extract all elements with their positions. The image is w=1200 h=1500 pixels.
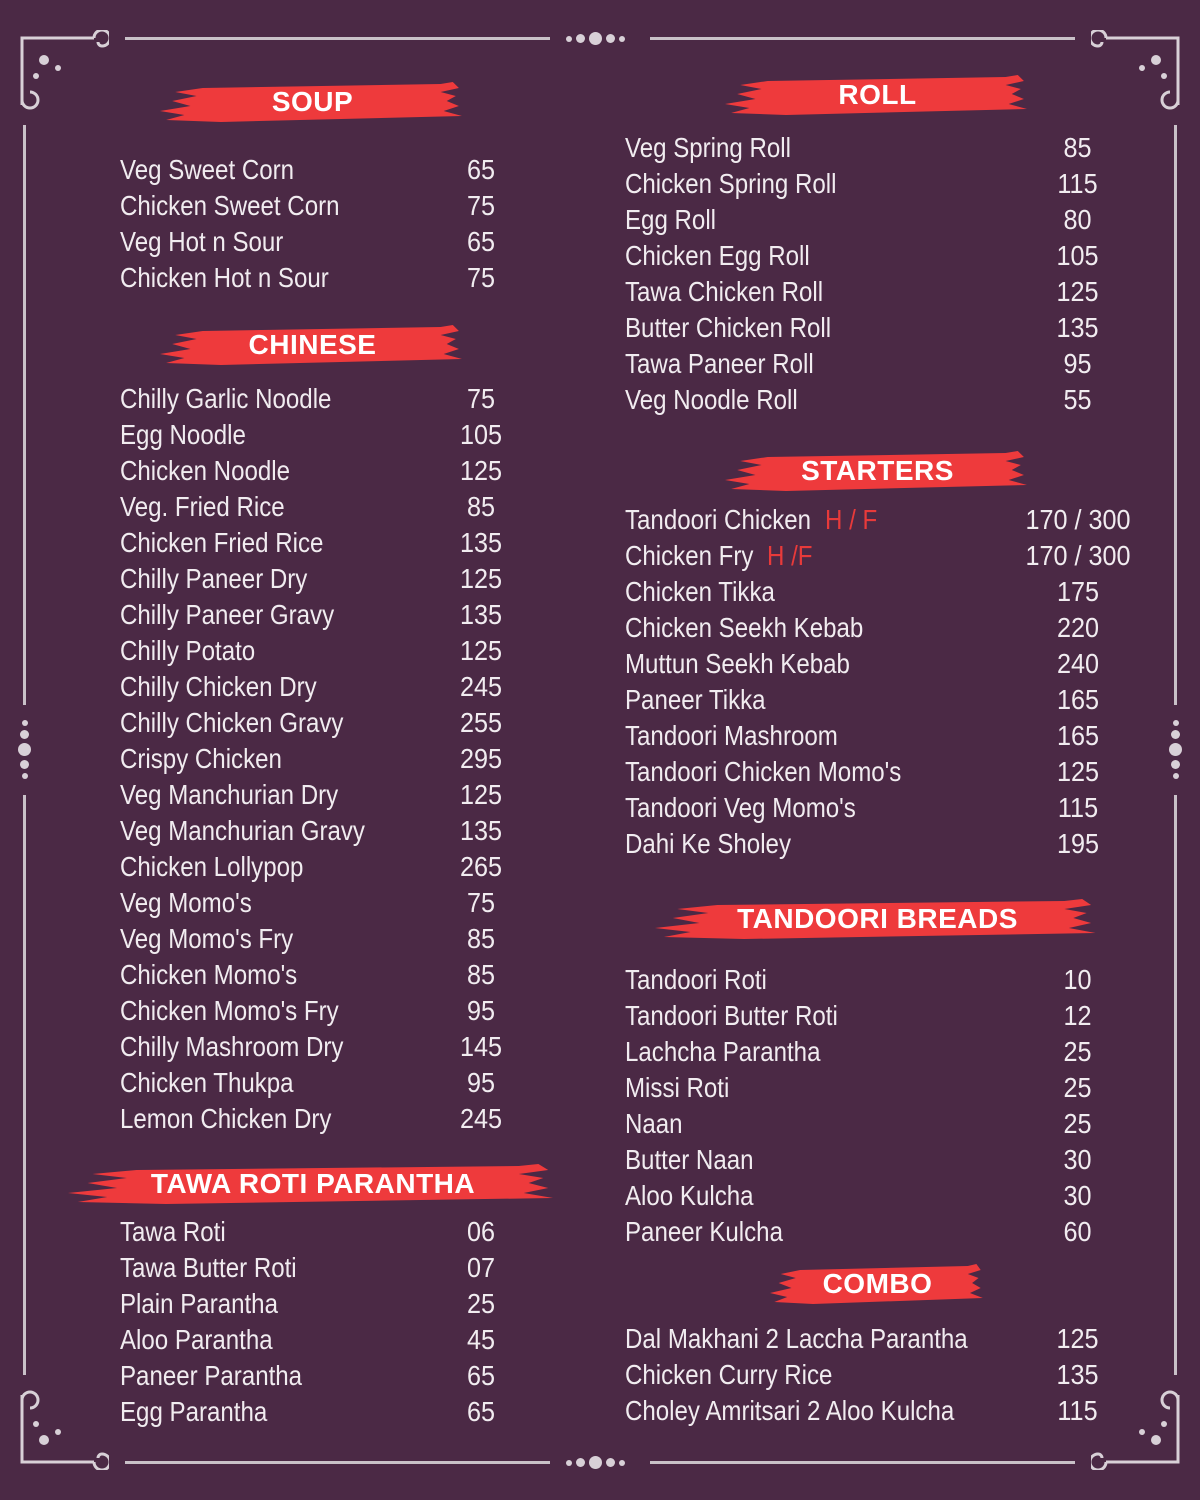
menu-item-price: 115 (1057, 168, 1098, 199)
menu-item-price: 25 (466, 1288, 496, 1319)
menu-item-price: 125 (1056, 756, 1100, 787)
menu-item-price: 85 (466, 959, 496, 990)
menu-item (625, 1214, 1125, 1250)
menu-item-price: 195 (1056, 828, 1100, 859)
menu-item-name: Veg Momo's Fry (120, 923, 294, 954)
soup-banner (160, 82, 465, 126)
menu-item-name: Egg Roll (625, 204, 717, 235)
frame-top-line-left (125, 37, 550, 40)
menu-item (625, 826, 1138, 862)
menu-item (625, 310, 1125, 346)
chinese-title: CHINESE (248, 329, 377, 360)
menu-item (625, 202, 1125, 238)
menu-item (120, 1250, 522, 1286)
menu-item-price: 65 (466, 1360, 496, 1391)
menu-item-price: 75 (466, 262, 496, 293)
breads-banner (655, 899, 1100, 943)
menu-item (625, 718, 1138, 754)
menu-item-name: Lemon Chicken Dry (120, 1103, 332, 1134)
menu-item-name: Chicken Seekh Kebab (625, 612, 864, 643)
menu-item (625, 574, 1138, 610)
menu-item (625, 646, 1138, 682)
menu-item (625, 130, 1125, 166)
menu-item-price: 25 (1063, 1108, 1092, 1139)
menu-item-name: Veg Manchurian Dry (120, 779, 339, 810)
frame-bottom-line-right (650, 1461, 1075, 1464)
menu-item-name: Chicken Tikka (625, 576, 775, 607)
menu-item-name: Dahi Ke Sholey (625, 828, 791, 859)
menu-item-price: 125 (459, 455, 503, 486)
menu-item-name: Tandoori Butter Roti (625, 1000, 838, 1031)
menu-item-name: Lachcha Parantha (625, 1036, 821, 1067)
menu-item-price: 255 (459, 707, 503, 738)
menu-item-name: Tawa Butter Roti (120, 1252, 297, 1283)
menu-item (120, 1214, 522, 1250)
menu-item (120, 813, 522, 849)
menu-item (120, 152, 522, 188)
menu-item (625, 382, 1125, 418)
menu-item-price: 06 (466, 1216, 496, 1247)
menu-item-name: Chicken Momo's (120, 959, 298, 990)
menu-item (625, 274, 1125, 310)
menu-item-price: 55 (1063, 384, 1092, 415)
half-full-tag: H /F (767, 540, 813, 571)
menu-item-price: 65 (466, 226, 496, 257)
menu-item (120, 525, 522, 561)
menu-item-name: Veg Manchurian Gravy (120, 815, 365, 846)
menu-item-price: 135 (459, 527, 503, 558)
chinese-banner (160, 325, 465, 369)
menu-item-name: Dal Makhani 2 Laccha Parantha (625, 1323, 968, 1354)
menu-item (625, 538, 1138, 574)
menu-item-price: 170 / 300 (1025, 540, 1131, 571)
soup-title: SOUP (271, 86, 354, 117)
menu-item-price: 125 (1056, 276, 1099, 307)
menu-item-name: Chicken Thukpa (120, 1067, 294, 1098)
half-full-tag: H / F (825, 504, 878, 535)
menu-item-price: 165 (1056, 684, 1100, 715)
menu-item-price: 30 (1063, 1144, 1092, 1175)
menu-item (625, 502, 1138, 538)
menu-item-name: Veg. Fried Rice (120, 491, 285, 522)
menu-item-price: 07 (466, 1252, 496, 1283)
menu-item-price: 75 (466, 887, 496, 918)
menu-item (120, 417, 522, 453)
menu-item (120, 381, 522, 417)
menu-item (625, 790, 1138, 826)
menu-item-name: Paneer Kulcha (625, 1216, 783, 1247)
breads-title: TANDOORI BREADS (737, 903, 1018, 934)
menu-item (120, 1358, 522, 1394)
menu-item-name: Egg Parantha (120, 1396, 268, 1427)
menu-item (120, 1286, 522, 1322)
menu-item-name: Naan (625, 1108, 683, 1139)
menu-item-name: Muttun Seekh Kebab (625, 648, 850, 679)
menu-item-price: 10 (1063, 964, 1092, 995)
menu-item (120, 597, 522, 633)
menu-item-price: 135 (1056, 1359, 1099, 1390)
menu-item-name: Paneer Parantha (120, 1360, 303, 1391)
menu-item-price: 135 (1056, 312, 1099, 343)
menu-item-name: Aloo Kulcha (625, 1180, 754, 1211)
menu-item-name: Chicken Momo's Fry (120, 995, 339, 1026)
menu-item-name: Paneer Tikka (625, 684, 766, 715)
menu-item-name: Chilly Mashroom Dry (120, 1031, 344, 1062)
menu-item (120, 561, 522, 597)
frame-right-line-top (1174, 125, 1177, 705)
menu-item-name: Tandoori Chicken (625, 504, 812, 535)
menu-item (625, 610, 1138, 646)
menu-item-price: 125 (459, 779, 503, 810)
combo-banner (770, 1264, 985, 1308)
menu-item-price: 85 (1063, 132, 1092, 163)
starters-title: STARTERS (801, 455, 954, 486)
menu-item-price: 85 (466, 491, 496, 522)
frame-bottom-line-left (125, 1461, 550, 1464)
menu-item-price: 125 (459, 563, 503, 594)
frame-left-line-bottom (23, 795, 26, 1375)
menu-item (120, 1322, 522, 1358)
combo-title: COMBO (822, 1268, 933, 1299)
menu-item-name: Chilly Chicken Gravy (120, 707, 344, 738)
menu-item-name: Egg Noodle (120, 419, 246, 450)
menu-item-name: Butter Chicken Roll (625, 312, 832, 343)
menu-item (625, 1070, 1125, 1106)
menu-item-price: 245 (459, 1103, 503, 1134)
menu-item (625, 1321, 1125, 1357)
menu-item-name: Tawa Chicken Roll (625, 276, 824, 307)
frame-right-line-bottom (1174, 795, 1177, 1375)
corner-ornament-top-right (1091, 30, 1186, 110)
menu-item (120, 453, 522, 489)
menu-item-name: Chicken Hot n Sour (120, 262, 329, 293)
menu-item (120, 669, 522, 705)
menu-item-price: 85 (466, 923, 496, 954)
menu-item-price: 245 (459, 671, 503, 702)
menu-item-name: Crispy Chicken (120, 743, 282, 774)
menu-item-name: Choley Amritsari 2 Aloo Kulcha (625, 1395, 955, 1426)
menu-item-price: 240 (1056, 648, 1100, 679)
menu-item-price: 125 (1056, 1323, 1099, 1354)
menu-item-price: 220 (1056, 612, 1100, 643)
menu-item (625, 1034, 1125, 1070)
menu-item-name: Tawa Roti (120, 1216, 226, 1247)
menu-item-name: Aloo Parantha (120, 1324, 273, 1355)
menu-item (120, 885, 522, 921)
menu-item-name: Plain Parantha (120, 1288, 278, 1319)
menu-item-price: 75 (466, 190, 496, 221)
roll-banner (725, 75, 1030, 119)
menu-item (625, 754, 1138, 790)
menu-item (120, 633, 522, 669)
menu-item (625, 1178, 1125, 1214)
menu-item-name: Chicken Fry (625, 540, 754, 571)
menu-item (120, 1394, 522, 1430)
menu-item-name: Tawa Paneer Roll (625, 348, 814, 379)
frame-left-line-top (23, 125, 26, 705)
menu-item (625, 682, 1138, 718)
menu-item-name: Chicken Noodle (120, 455, 290, 486)
menu-item-price: 45 (466, 1324, 496, 1355)
left-ornament-dots (18, 720, 31, 779)
menu-item-name: Veg Noodle Roll (625, 384, 798, 415)
menu-item (120, 188, 522, 224)
menu-item (120, 741, 522, 777)
menu-item-price: 115 (1057, 1395, 1098, 1426)
menu-item-name: Chicken Curry Rice (625, 1359, 833, 1390)
frame-top-line-right (650, 37, 1075, 40)
menu-item-name: Chilly Paneer Gravy (120, 599, 335, 630)
menu-item-price: 115 (1057, 792, 1099, 823)
menu-item-price: 105 (1056, 240, 1099, 271)
menu-item (120, 705, 522, 741)
menu-item (120, 957, 522, 993)
menu-item-price: 80 (1063, 204, 1092, 235)
menu-item-price: 125 (459, 635, 503, 666)
menu-item-name: Chicken Lollypop (120, 851, 304, 882)
menu-item (120, 489, 522, 525)
menu-item-price: 75 (466, 383, 496, 414)
menu-item (625, 166, 1125, 202)
menu-item-name: Chilly Paneer Dry (120, 563, 308, 594)
menu-item-name: Veg Sweet Corn (120, 154, 295, 185)
menu-item (625, 1357, 1125, 1393)
menu-item-name: Veg Spring Roll (625, 132, 791, 163)
menu-item-name: Chilly Potato (120, 635, 256, 666)
menu-item (120, 849, 522, 885)
menu-item-price: 25 (1063, 1072, 1092, 1103)
menu-item (120, 1101, 522, 1137)
menu-item (120, 921, 522, 957)
menu-item-name: Butter Naan (625, 1144, 754, 1175)
menu-item-price: 95 (466, 995, 496, 1026)
menu-item-price: 135 (459, 599, 503, 630)
menu-item-price: 265 (459, 851, 503, 882)
menu-item-name: Missi Roti (625, 1072, 730, 1103)
menu-item-name: Chilly Chicken Dry (120, 671, 317, 702)
menu-item (120, 224, 522, 260)
menu-item-price: 165 (1056, 720, 1100, 751)
corner-ornament-bottom-left (14, 1390, 109, 1470)
menu-item (120, 1065, 522, 1101)
menu-item-price: 170 / 300 (1025, 504, 1131, 535)
menu-item-name: Veg Momo's (120, 887, 252, 918)
menu-item (625, 1142, 1125, 1178)
menu-item-price: 25 (1063, 1036, 1092, 1067)
menu-item-name: Tandoori Mashroom (625, 720, 838, 751)
top-ornament-dots (566, 32, 625, 45)
menu-item (625, 1393, 1125, 1429)
menu-item-name: Chicken Fried Rice (120, 527, 324, 558)
starters-banner (725, 451, 1030, 495)
menu-item-name: Tandoori Veg Momo's (625, 792, 856, 823)
menu-item-price: 175 (1056, 576, 1100, 607)
menu-item-name: Tandoori Chicken Momo's (625, 756, 902, 787)
menu-item-price: 30 (1063, 1180, 1092, 1211)
menu-item-price: 145 (459, 1031, 503, 1062)
menu-item (120, 1029, 522, 1065)
menu-item-name: Chicken Spring Roll (625, 168, 837, 199)
menu-item-price: 65 (466, 1396, 496, 1427)
menu-item (625, 238, 1125, 274)
menu-item (120, 777, 522, 813)
menu-item-price: 65 (466, 154, 496, 185)
menu-item-price: 135 (459, 815, 503, 846)
tawa-banner (68, 1164, 558, 1208)
menu-item-price: 60 (1063, 1216, 1092, 1247)
corner-ornament-top-left (14, 30, 109, 110)
menu-item-price: 95 (466, 1067, 496, 1098)
menu-item (120, 260, 522, 296)
menu-item-name: Chicken Sweet Corn (120, 190, 340, 221)
menu-item-price: 95 (1063, 348, 1092, 379)
menu-item (625, 1106, 1125, 1142)
menu-item-name: Chilly Garlic Noodle (120, 383, 332, 414)
bottom-ornament-dots (566, 1456, 625, 1469)
menu-item-name: Chicken Egg Roll (625, 240, 810, 271)
right-ornament-dots (1169, 720, 1182, 779)
menu-item-name: Tandoori Roti (625, 964, 767, 995)
menu-item-name: Veg Hot n Sour (120, 226, 284, 257)
menu-item (625, 998, 1125, 1034)
menu-item-price: 295 (459, 743, 503, 774)
tawa-title: TAWA ROTI PARANTHA (150, 1168, 476, 1199)
menu-item (120, 993, 522, 1029)
menu-item-price: 105 (459, 419, 503, 450)
menu-item-price: 12 (1063, 1000, 1092, 1031)
roll-title: ROLL (838, 79, 917, 110)
menu-item (625, 962, 1125, 998)
menu-item (625, 346, 1125, 382)
